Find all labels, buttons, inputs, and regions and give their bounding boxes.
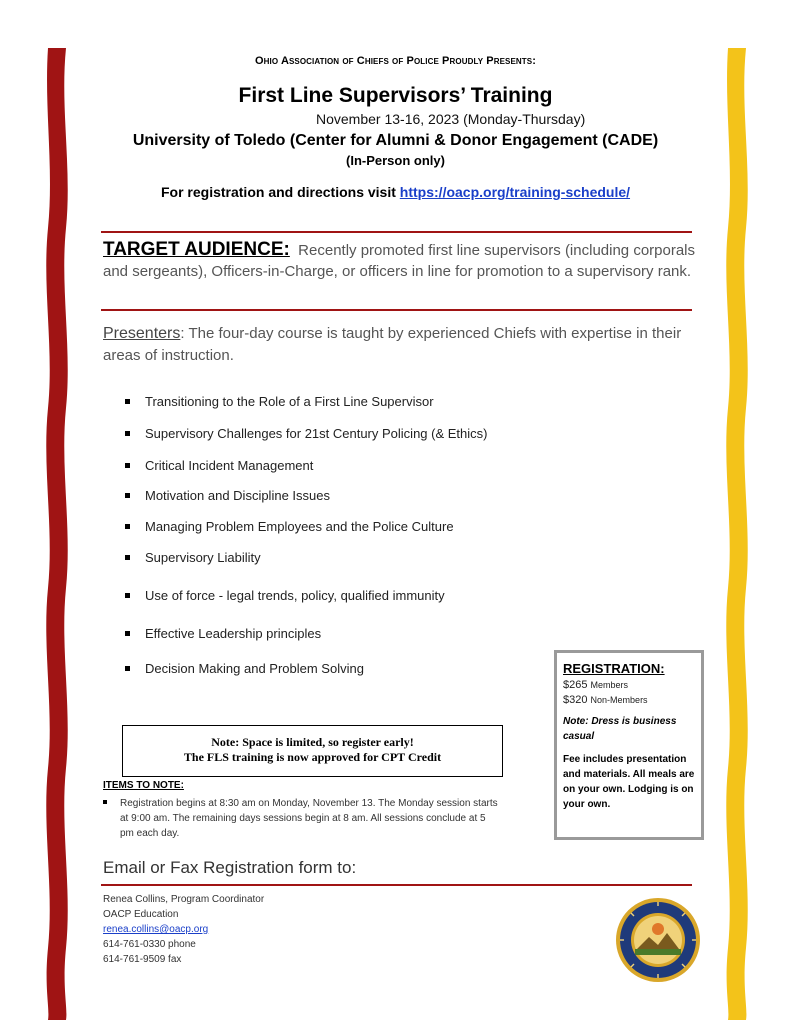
contact-block — [103, 892, 264, 967]
presenters-text: : The four-day course is taught by experienced Chiefs with expertise in their areas of instruction. — [103, 325, 682, 364]
target-audience-text: Recently promoted first line supervisors (including corporals and sergeants), Officers-in-Charge, or officers in line for promotion to a supervisory rank. — [103, 242, 696, 280]
space-limited-note — [122, 725, 503, 777]
registration-heading: REGISTRATION: — [563, 661, 665, 676]
note-line-1: Note: Space is limited, so register early! — [211, 735, 414, 749]
email-fax-heading: Email or Fax Registration form to: — [103, 858, 357, 877]
divider-contact — [101, 884, 692, 886]
presenters — [103, 323, 693, 367]
bullet-square-icon — [125, 399, 130, 404]
note-line-2: The FLS training is now approved for CPT Credit — [183, 750, 442, 764]
target-audience-label: TARGET AUDIENCE: — [103, 239, 290, 260]
target-audience — [103, 239, 703, 282]
divider-top — [101, 231, 692, 233]
page-title: First Line Supervisors’ Training — [238, 84, 553, 107]
registration-directions — [0, 184, 791, 200]
bullet-square-icon — [125, 593, 130, 598]
contact-fax: 614-761-9509 fax — [103, 954, 182, 965]
bullet-square-icon — [125, 524, 130, 529]
training-dates: November 13-16, 2023 (Monday-Thursday) — [316, 111, 586, 127]
registration-prefix: For registration and directions visit — [160, 184, 400, 200]
bullet-square-icon — [125, 463, 130, 468]
nonmember-price: $320 Non-Members — [563, 694, 648, 706]
bullet-square-icon — [103, 800, 107, 804]
items-to-note-heading: ITEMS TO NOTE: — [103, 780, 184, 791]
dress-note: Note: Dress is business casual — [563, 716, 677, 742]
divider-target — [101, 309, 692, 311]
member-price: $265 Members — [563, 679, 629, 691]
presenters-label: Presenters — [103, 325, 181, 342]
contact-org: OACP Education — [103, 909, 179, 920]
contact-email-link[interactable]: renea.collins@oacp.org — [103, 924, 209, 935]
bullet-square-icon — [125, 555, 130, 560]
oacp-seal-icon — [615, 897, 701, 983]
format-line: (In-Person only) — [346, 153, 445, 168]
presents-line: Ohio Association of Chiefs of Police Proudly Presents: — [255, 55, 536, 67]
bullet-square-icon — [125, 493, 130, 498]
contact-name: Renea Collins, Program Coordinator — [103, 894, 265, 905]
fee-note: Fee includes presentation and materials. All meals are on your own. Lodging is on your own. — [563, 754, 695, 810]
venue-line: University of Toledo (Center for Alumni & Donor Engagement (CADE) — [132, 132, 659, 149]
bullet-square-icon — [125, 631, 130, 636]
bullet-square-icon — [125, 431, 130, 436]
registration-link[interactable]: https://oacp.org/training-schedule/ — [399, 184, 631, 200]
items-to-note-text: Registration begins at 8:30 am on Monday, November 13. The Monday session starts at 9:00 am. The remaining days sessions begin at 8 am. All sessions conclude at 5 pm each day. — [120, 798, 498, 839]
bullet-square-icon — [125, 666, 130, 671]
registration-box — [554, 650, 704, 840]
contact-phone: 614-761-0330 phone — [103, 939, 196, 950]
